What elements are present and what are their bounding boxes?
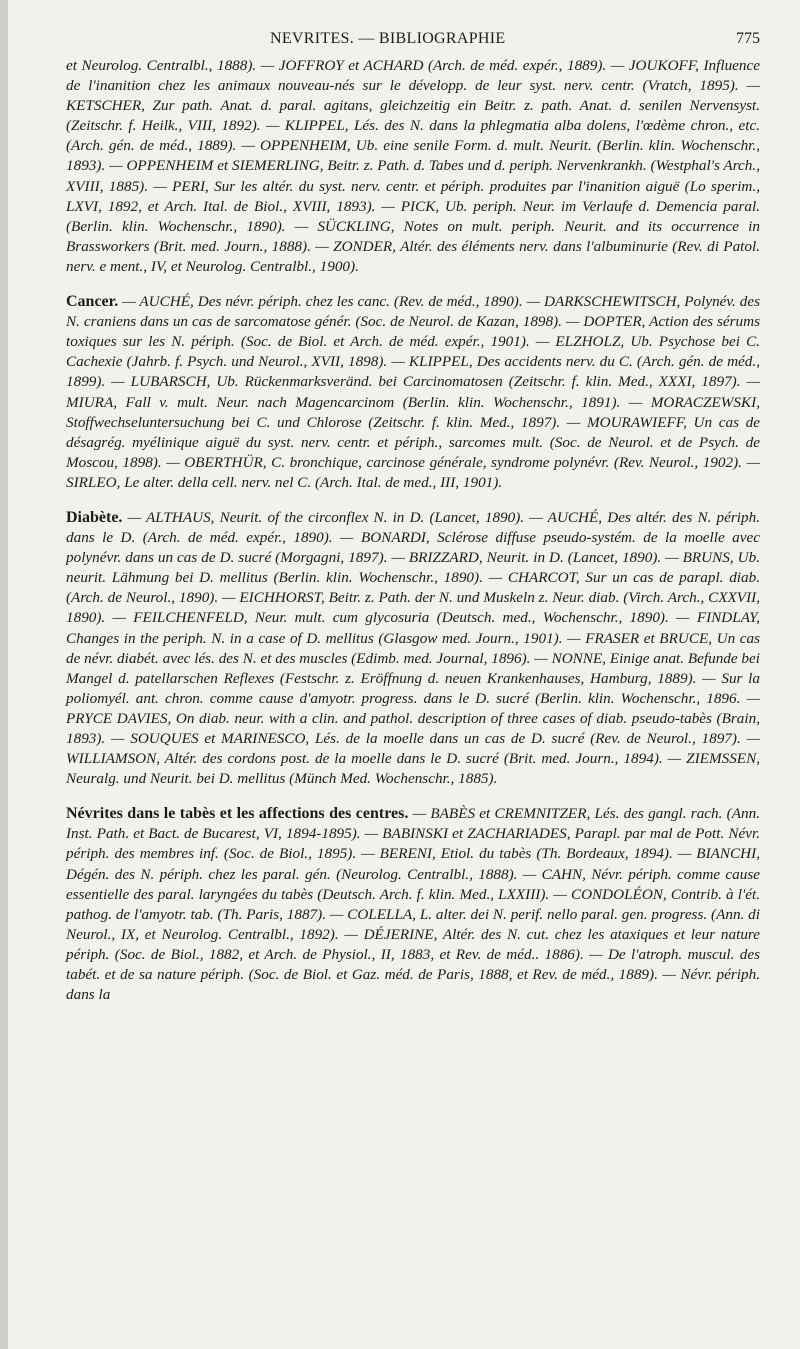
section-text-diabete: — ALTHAUS, Neurit. of the circonflex N. in D. (Lancet, 1890). — AUCHÉ, Des altér. des N. périph. dans le D. (Arch. de méd. expér., 1890). — BONARDI, Sclérose diffuse pseudo-systém. de la moelle avec polynévr. dans un cas de D. sucré (Morgagni, 1897). — BRIZZARD, Neurit. in D. (Lancet, 1890). — BRUNS, Ub. neurit. Lähmung bei D. mellitus (Berlin. klin. Wochenschr., 1890). — CHARCOT, Sur un cas de parapl. diab. (Arch. de Neurol., 1890). — EICHHORST, Beitr. z. Path. der N. und Muskeln z. Neur. diab. (Virch. Arch., CXXVII, 1890). — FEILCHENFELD, Neur. mult. cum glycosuria (Deutsch. med., Wochenschr., 1890). — FINDLAY, Changes in the periph. N. in a case of D. mellitus (Glasgow med. Journ., 1901). — FRASER et BRUCE, Un cas de névr. diabét. avec lés. des N. et des muscles (Edimb. med. Journal, 1896). — NONNE, Einige anat. Befunde bei Mangel d. patellarschen Reflexes (Festschr. z. Eröffnung d. neuen Krankenhauses, Hamburg, 1889). — Sur la poliomyél. ant. chron. comme cause d'amyotr. progress. dans le D. sucré (Berlin. klin. Wochenschr., 1896. — PRYCE DAVIES, On diab. neur. with a clin. and pathol. description of three cases of diab. pseudo-tabès (Brain, 1893). — SOUQUES et MARINESCO, Lés. de la moelle dans un cas de D. sucré (Rev. de Neurol., 1897). — WILLIAMSON, Altér. des cordons post. de la moelle dans le D. sucré (Brit. med. Journ., 1894). — ZIEMSSEN, Neuralg. und Neurit. bei D. mellitus (Münch Med. Wochenschr., 1885). xyxy=(66,508,760,788)
continuation-paragraph: et Neurolog. Centralbl., 1888). — JOFFROY et ACHARD (Arch. de méd. expér., 1889). — JOUKOFF, Influence de l'inanition chez les animaux nouveau-nés sur le développ. de leur syst. nerv. centr. (Vratch, 1895). — KETSCHER, Zur path. Anat. d. paral. agitans, gleichzeitig ein Beitr. z. path. Anat. d. senilen Nervensyst. (Zeitschr. f. Heilk., VIII, 1892). — KLIPPEL, Lés. des N. dans la phlegmatia alba dolens, l'œdème chron., etc. (Arch. gén. de méd., 1889). — OPPENHEIM, Ub. eine senile Form. d. mult. Neurit. (Berlin. klin. Wochenschr., 1893). — OPPENHEIM et SIEMERLING, Beitr. z. Path. d. Tabes und d. periph. Nervenkrankh. (Westphal's Arch., XVIII, 1885). — PERI, Sur les altér. du syst. nerv. centr. et périph. produites par l'inanition aiguë (Lo sperim., LXVI, 1892, et Arch. Ital. de Biol., XVIII, 1893). — PICK, Ub. periph. Neur. im Verlaufe d. Demencia paral. (Berlin. klin. Wochenschr., 1890). — SÜCKLING, Notes on mult. periph. Neurit. and its occurrence in Brassworkers (Brit. med. Journ., 1888). — ZONDER, Altér. des éléments nerv. dans l'albuminurie (Rev. di Patol. nerv. e ment., IV, et Neurolog. Centralbl., 1900). xyxy=(66,57,760,275)
section-text-cancer: — AUCHÉ, Des névr. périph. chez les canc. (Rev. de méd., 1890). — DARKSCHEWITSCH, Polynév. des N. craniens dans un cas de sarcomatose génér. (Soc. de Neurol. de Kazan, 1898). — DOPTER, Action des sérums toxiques sur les N. périph. (Soc. de Biol. et Arch. de méd. expér., 1901). — ELZHOLZ, Ub. Psychose bei C. Cachexie (Jahrb. f. Psych. und Neurol., XVII, 1898). — KLIPPEL, Des accidents nerv. du C. (Arch. gén. de méd., 1899). — LUBARSCH, Ub. Rückenmarksveränd. bei Carcinomatosen (Zeitschr. f. klin. Med., XXXI, 1897). — MIURA, Fall v. mult. Neur. nach Magencarcinom (Berlin. klin. Wochenschr., 1891). — MORACZEWSKI, Stoffwechseluntersuchung bei C. und Chlorose (Zeitschr. f. klin. Med., 1897). — MOURAWIEFF, Un cas de désagrég. myélinique aiguë du syst. nerv. centr. et périph., sarcomes mult. (Soc. de Neurol. et de Psych. de Moscou, 1898). — OBERTHÜR, C. bronchique, carcinose générale, syndrome polynévr. (Rev. Neurol., 1902). — SIRLEO, Le alter. della cell. nerv. nel C. (Arch. Ital. de med., III, 1901). xyxy=(66,293,760,491)
section-text-tabes: — BABÈS et CREMNITZER, Lés. des gangl. rach. (Ann. Inst. Path. et Bact. de Bucarest, VI, 1894-1895). — BABINSKI et ZACHARIADES, Parapl. par mal de Pott. Névr. périph. des membres inf. (Soc. de Biol., 1895). — BERENI, Etiol. du tabès (Th. Bordeaux, 1894). — BIANCHI, Dégén. des N. périph. chez les paral. gén. (Neurolog. Centralbl., 1888). — CAHN, Névr. périph. comme cause essentielle des paral. laryngées du tabès (Deutsch. Arch. f. klin. Med., LXXIII). — CONDOLÉON, Contrib. à l'ét. pathog. de l'amyotr. tab. (Th. Paris, 1887). — COLELLA, L. alter. dei N. perif. nello paral. gen. progress. (Ann. di Neurol., IX, et Neurolog. Centralbl., 1892). — DÉJERINE, Altér. des N. cut. chez les ataxiques et leur nature périph. (Soc. de Biol., 1882, et Arch. de Physiol., II, 1883, et Rev. de méd.. 1886). — De l'atroph. muscul. des tabét. et de sa nature périph. (Soc. de Biol. et Gaz. méd. de Paris, 1888, et Rev. de méd., 1889). — Névr. périph. dans la xyxy=(66,805,761,1004)
section-diabete xyxy=(66,508,760,789)
section-heading-cancer: Cancer. xyxy=(66,293,119,311)
section-heading-diabete: Diabète. xyxy=(66,508,123,526)
section-tabes xyxy=(66,804,760,1005)
page-edge-shadow xyxy=(0,0,8,1349)
section-cancer xyxy=(66,292,760,493)
page-number: 775 xyxy=(736,30,760,47)
section-heading-tabes: Névrites dans le tabès et les affections des centres. xyxy=(66,805,409,823)
running-header xyxy=(66,30,760,56)
running-title: NEVRITES. — BIBLIOGRAPHIE xyxy=(270,30,506,47)
